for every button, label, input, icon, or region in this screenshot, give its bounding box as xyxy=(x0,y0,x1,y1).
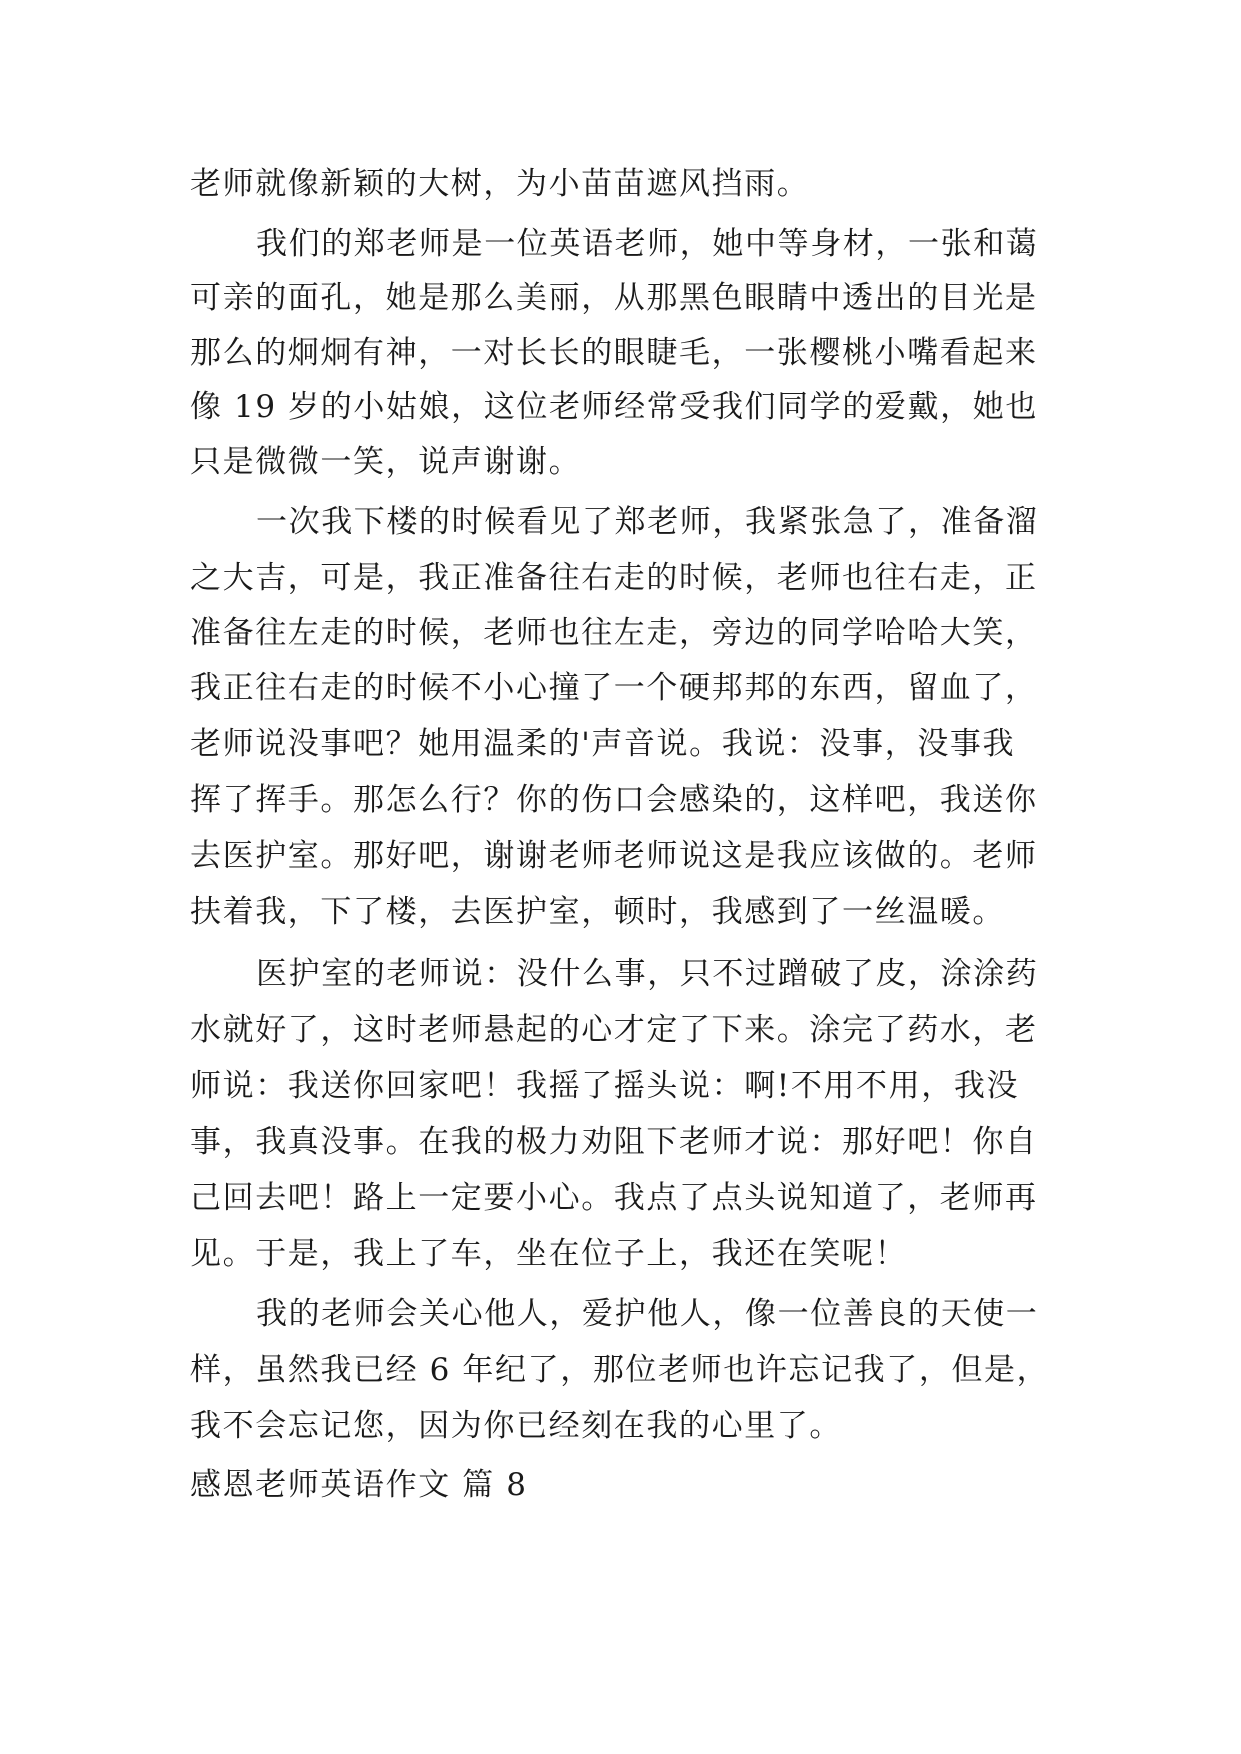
text-line: 师说：我送你回家吧！我摇了摇头说：啊!不用不用，我没 xyxy=(190,1068,1020,1104)
text-line: 样，虽然我已经 6 年纪了，那位老师也许忘记我了，但是， xyxy=(190,1352,1050,1388)
paragraph-first-line: 我的老师会关心他人，爱护他人，像一位善良的天使一 xyxy=(256,1296,1039,1332)
text-line: 去医护室。那好吧，谢谢老师老师说这是我应该做的。老师 xyxy=(190,838,1038,874)
text-line: 老师就像新颖的大树，为小苗苗遮风挡雨。 xyxy=(190,166,810,202)
text-line: 水就好了，这时老师悬起的心才定了下来。涂完了药水，老 xyxy=(190,1012,1038,1048)
text-line: 像 19 岁的小姑娘，这位老师经常受我们同学的爱戴，她也 xyxy=(190,389,1038,425)
text-line: 之大吉，可是，我正准备往右走的时候，老师也往右走，正 xyxy=(190,560,1038,596)
text-line: 我正往右走的时候不小心撞了一个硬邦邦的东西，留血了， xyxy=(190,670,1038,706)
text-line: 挥了挥手。那怎么行？你的伤口会感染的，这样吧，我送你 xyxy=(190,782,1038,818)
text-line: 己回去吧！路上一定要小心。我点了点头说知道了，老师再 xyxy=(190,1180,1038,1216)
text-line: 准备往左走的时候，老师也往左走，旁边的同学哈哈大笑， xyxy=(190,615,1038,651)
text-line: 见。于是，我上了车，坐在位子上，我还在笑呢！ xyxy=(190,1236,908,1272)
text-line: 那么的炯炯有神，一对长长的眼睫毛，一张樱桃小嘴看起来 xyxy=(190,335,1038,371)
paragraph-first-line: 一次我下楼的时候看见了郑老师，我紧张急了，准备溜 xyxy=(256,504,1039,540)
text-line: 老师说没事吧？她用温柔的'声音说。我说：没事，没事我 xyxy=(190,726,1016,762)
paragraph-first-line: 医护室的老师说：没什么事，只不过蹭破了皮，涂涂药 xyxy=(256,956,1039,992)
text-line: 可亲的面孔，她是那么美丽，从那黑色眼睛中透出的目光是 xyxy=(190,280,1038,316)
text-line: 事，我真没事。在我的极力劝阻下老师才说：那好吧！你自 xyxy=(190,1124,1038,1160)
text-line: 我不会忘记您，因为你已经刻在我的心里了。 xyxy=(190,1408,842,1444)
paragraph-first-line: 我们的郑老师是一位英语老师，她中等身材，一张和蔼 xyxy=(256,226,1039,262)
section-heading: 感恩老师英语作文 篇 8 xyxy=(190,1467,528,1503)
text-line: 扶着我，下了楼，去医护室，顿时，我感到了一丝温暖。 xyxy=(190,894,1005,930)
text-line: 只是微微一笑，说声谢谢。 xyxy=(190,444,582,480)
